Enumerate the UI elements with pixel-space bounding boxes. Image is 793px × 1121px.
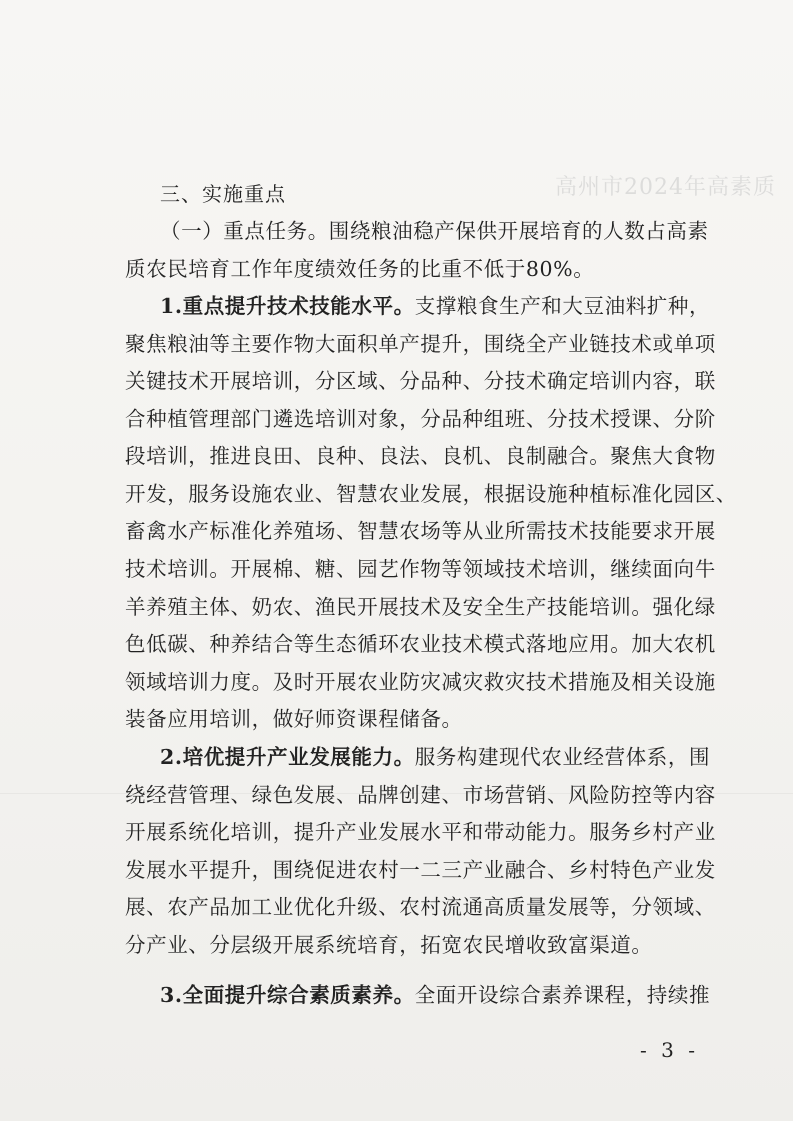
item2-line-2: 开展系统化培训，提升产业发展水平和带动能力。服务乡村产业 — [125, 820, 716, 844]
para1-line-1: （一）重点任务。围绕粮油稳产保供开展培育的人数占高素 — [160, 219, 709, 243]
page-number: - 3 - — [640, 1038, 699, 1062]
item2-line-1: 绕经营管理、绿色发展、品牌创建、市场营销、风险防控等内容 — [125, 783, 716, 807]
item2-first-line — [160, 744, 711, 770]
bleed-through-text: 高州市2024年高素质 — [555, 175, 776, 200]
para1-line-2: 质农民培育工作年度绩效任务的比重不低于80%。 — [125, 257, 595, 281]
item2-first-rest: 服务构建现代农业经营体系，围 — [414, 745, 711, 769]
item2-line-4: 展、农产品加工业优化升级、农村流通高质量发展等，分领域、 — [125, 895, 716, 919]
item1-line-11: 装备应用培训，做好师资课程储备。 — [125, 707, 463, 731]
item2-title: 2.培优提升产业发展能力。 — [160, 745, 415, 769]
item3-title: 3.全面提升综合素质素养。 — [160, 983, 415, 1007]
item1-first-rest: 支撑粮食生产和大豆油料扩种， — [414, 294, 711, 318]
item3-first-line — [160, 982, 711, 1008]
item1-line-8: 羊养殖主体、奶农、渔民开展技术及安全生产技能培训。强化绿 — [125, 595, 716, 619]
item2-line-3: 发展水平提升，围绕促进农村一二三产业融合、乡村特色产业发 — [125, 858, 716, 882]
item1-line-10: 领域培训力度。及时开展农业防灾减灾救灾技术措施及相关设施 — [125, 670, 716, 694]
item1-line-2: 关键技术开展培训，分区域、分品种、分技术确定培训内容，联 — [125, 369, 716, 393]
item1-line-5: 开发，服务设施农业、智慧农业发展，根据设施种植标准化园区、 — [125, 482, 737, 506]
item3-first-rest: 全面开设综合素养课程，持续推 — [414, 983, 711, 1007]
item1-first-line — [160, 293, 711, 319]
item1-line-7: 技术培训。开展棉、糖、园艺作物等领域技术培训，继续面向牛 — [125, 557, 716, 581]
item1-line-3: 合种植管理部门遴选培训对象，分品种组班、分技术授课、分阶 — [125, 407, 716, 431]
item1-line-6: 畜禽水产标准化养殖场、智慧农场等从业所需技术技能要求开展 — [125, 519, 716, 543]
item1-line-1: 聚焦粮油等主要作物大面积单产提升，围绕全产业链技术或单项 — [125, 332, 716, 356]
item1-title: 1.重点提升技术技能水平。 — [160, 294, 415, 318]
item1-line-9: 色低碳、种养结合等生态循环农业技术模式落地应用。加大农机 — [125, 632, 716, 656]
section-heading: 三、实施重点 — [160, 182, 286, 206]
item2-line-5: 分产业、分层级开展系统培育，拓宽农民增收致富渠道。 — [125, 933, 653, 957]
item1-line-4: 段培训，推进良田、良种、良法、良机、良制融合。聚焦大食物 — [125, 444, 716, 468]
